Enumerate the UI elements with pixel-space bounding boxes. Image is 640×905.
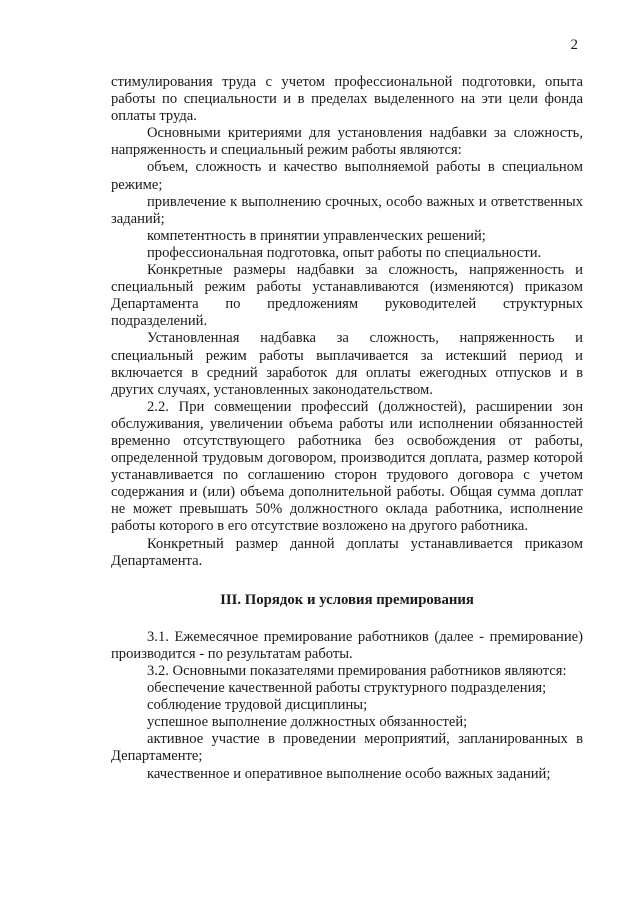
paragraph: качественное и оперативное выполнение особо важных заданий; [147,765,551,782]
paragraph: профессиональная подготовка, опыт работы по специальности. [147,244,542,261]
paragraph: компетентность в принятии управленческих решений; [147,227,486,244]
paragraph: Основными критериями для установления надбавки за сложность, напряженность и специальный режим работы являются: [111,125,583,159]
paragraph: привлечение к выполнению срочных, особо важных и ответственных заданий; [111,193,583,227]
paragraph: соблюдение трудовой дисциплины; [147,697,368,714]
paragraph: обеспечение качественной работы структурного подразделения; [147,680,547,697]
section-heading: III. Порядок и условия премирования [220,591,474,608]
document-body [111,74,583,783]
paragraph: 3.1. Ежемесячное премирование работников (далее - премирование) производится - по результатам работы. [111,628,583,662]
paragraph: активное участие в проведении мероприятий, запланированных в Департаменте; [111,731,583,765]
paragraph: успешное выполнение должностных обязанностей; [147,714,468,731]
paragraph: Конкретный размер данной доплаты устанавливается приказом Департамента. [111,535,583,569]
paragraph: Установленная надбавка за сложность, напряженность и специальный режим работы выплачивается за истекший период и включается в средний заработок для оплаты ежегодных отпусков и в других случаях, установленных законодательством. [111,330,583,398]
paragraph: 2.2. При совмещении профессий (должностей), расширении зон обслуживания, увеличении объема работы или исполнении обязанностей временно отсутствующего работника без освобождения от работы, определенной трудовым договором, производится доплата, размер которой устанавливается по соглашению сторон трудового договора с учетом содержания и (или) объема дополнительной работы. Общая сумма доплат не может превышать 50% должностного оклада работника, исполнение работы которого в его отсутствие возложено на другого работника. [111,398,583,535]
paragraph: объем, сложность и качество выполняемой работы в специальном режиме; [111,159,583,193]
paragraph: стимулирования труда с учетом профессиональной подготовки, опыта работы по специальности и в пределах выделенного на эти цели фонда оплаты труда. [111,74,583,125]
paragraph: 3.2. Основными показателями премирования работников являются: [147,663,567,679]
paragraph: Конкретные размеры надбавки за сложность, напряженность и специальный режим работы устанавливаются (изменяются) приказом Департамента по предложениям руководителей структурных подразделений. [111,262,583,330]
page-number: 2 [570,37,578,53]
